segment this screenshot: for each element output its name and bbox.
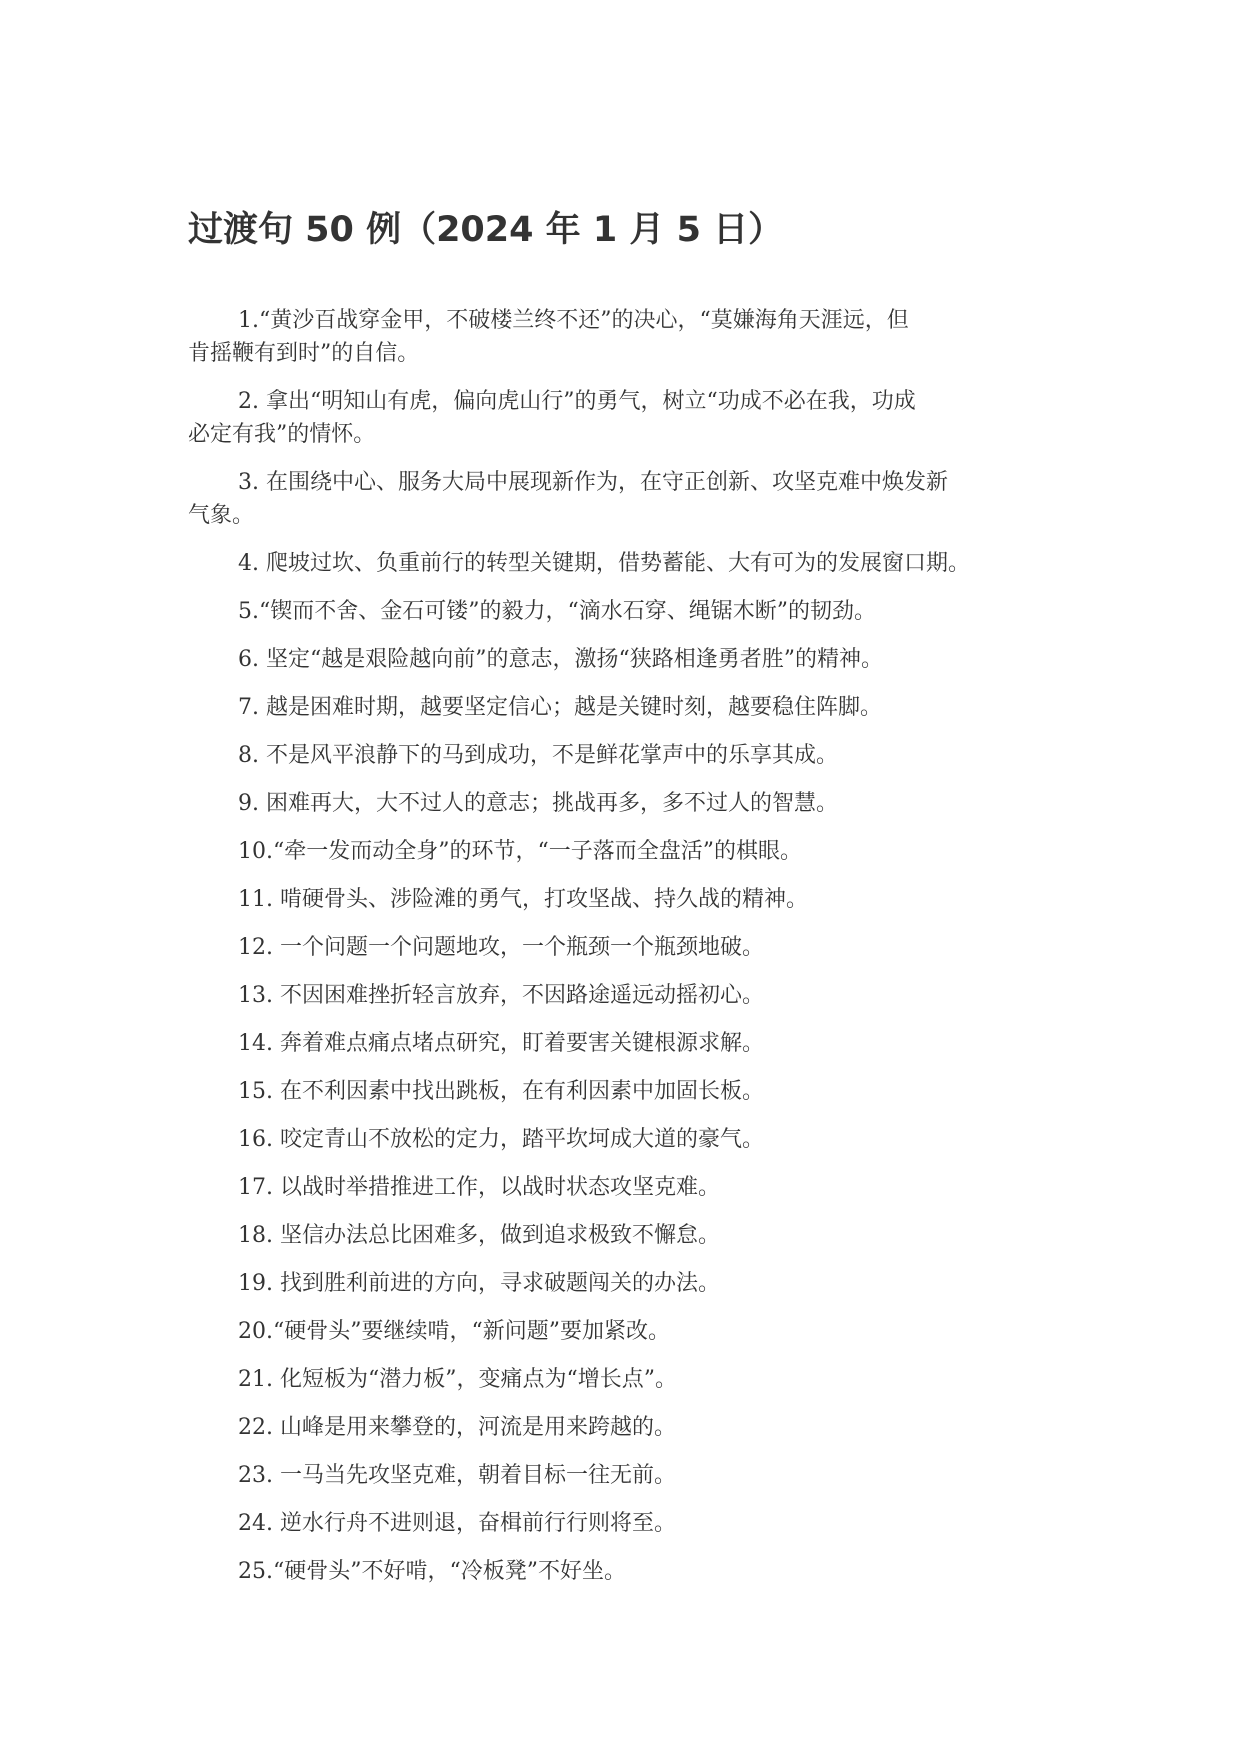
list-item: 10.“牵一发而动全身”的环节，“一子落而全盘活”的棋眼。 (238, 839, 802, 864)
list-item: 18. 坚信办法总比困难多，做到追求极致不懈怠。 (238, 1223, 720, 1248)
list-item: 16. 咬定青山不放松的定力，踏平坎坷成大道的豪气。 (238, 1127, 764, 1152)
list-item: 5.“锲而不舍、金石可镂”的毅力，“滴水石穿、绳锯木断”的韧劲。 (238, 599, 876, 624)
list-item: 9. 困难再大，大不过人的意志；挑战再多，多不过人的智慧。 (238, 791, 838, 816)
list-item-continuation: 肯摇鞭有到时”的自信。 (188, 341, 420, 366)
list-item: 7. 越是困难时期，越要坚定信心；越是关键时刻，越要稳住阵脚。 (238, 695, 882, 720)
list-item: 14. 奔着难点痛点堵点研究，盯着要害关键根源求解。 (238, 1031, 764, 1056)
list-item-text: 3. 在围绕中心、服务大局中展现新作为，在守正创新、攻坚克难中焕发新 (238, 470, 948, 495)
list-item: 25.“硬骨头”不好啃，“冷板凳”不好坐。 (238, 1559, 626, 1584)
list-item: 13. 不因困难挫折轻言放弃，不因路途遥远动摇初心。 (238, 983, 764, 1008)
list-item-text: 2. 拿出“明知山有虎，偏向虎山行”的勇气，树立“功成不必在我，功成 (238, 389, 916, 414)
list-item: 17. 以战时举措推进工作，以战时状态攻坚克难。 (238, 1175, 720, 1200)
document-title: 过渡句 50 例（2024 年 1 月 5 日） (188, 210, 784, 250)
sentence-list (188, 304, 1054, 1603)
list-item (188, 385, 1054, 466)
list-item: 23. 一马当先攻坚克难，朝着目标一往无前。 (238, 1463, 676, 1488)
list-item: 21. 化短板为“潜力板”，变痛点为“增长点”。 (238, 1367, 677, 1392)
list-item-continuation: 气象。 (188, 503, 255, 528)
list-item: 11. 啃硬骨头、涉险滩的勇气，打攻坚战、持久战的精神。 (238, 887, 808, 912)
list-item (188, 304, 1054, 385)
list-item: 12. 一个问题一个问题地攻，一个瓶颈一个瓶颈地破。 (238, 935, 764, 960)
list-item-continuation: 必定有我”的情怀。 (188, 422, 376, 447)
list-item: 19. 找到胜利前进的方向，寻求破题闯关的办法。 (238, 1271, 720, 1296)
list-item: 6. 坚定“越是艰险越向前”的意志，激扬“狭路相逢勇者胜”的精神。 (238, 647, 883, 672)
list-item: 4. 爬坡过坎、负重前行的转型关键期，借势蓄能、大有可为的发展窗口期。 (238, 551, 970, 576)
list-item: 22. 山峰是用来攀登的，河流是用来跨越的。 (238, 1415, 676, 1440)
list-item (188, 466, 1054, 547)
list-item: 8. 不是风平浪静下的马到成功，不是鲜花掌声中的乐享其成。 (238, 743, 838, 768)
list-item: 20.“硬骨头”要继续啃，“新问题”要加紧改。 (238, 1319, 670, 1344)
list-item: 24. 逆水行舟不进则退，奋楫前行行则将至。 (238, 1511, 676, 1536)
list-item-text: 1.“黄沙百战穿金甲，不破楼兰终不还”的决心，“莫嫌海角天涯远，但 (238, 308, 909, 333)
list-item: 15. 在不利因素中找出跳板，在有利因素中加固长板。 (238, 1079, 764, 1104)
